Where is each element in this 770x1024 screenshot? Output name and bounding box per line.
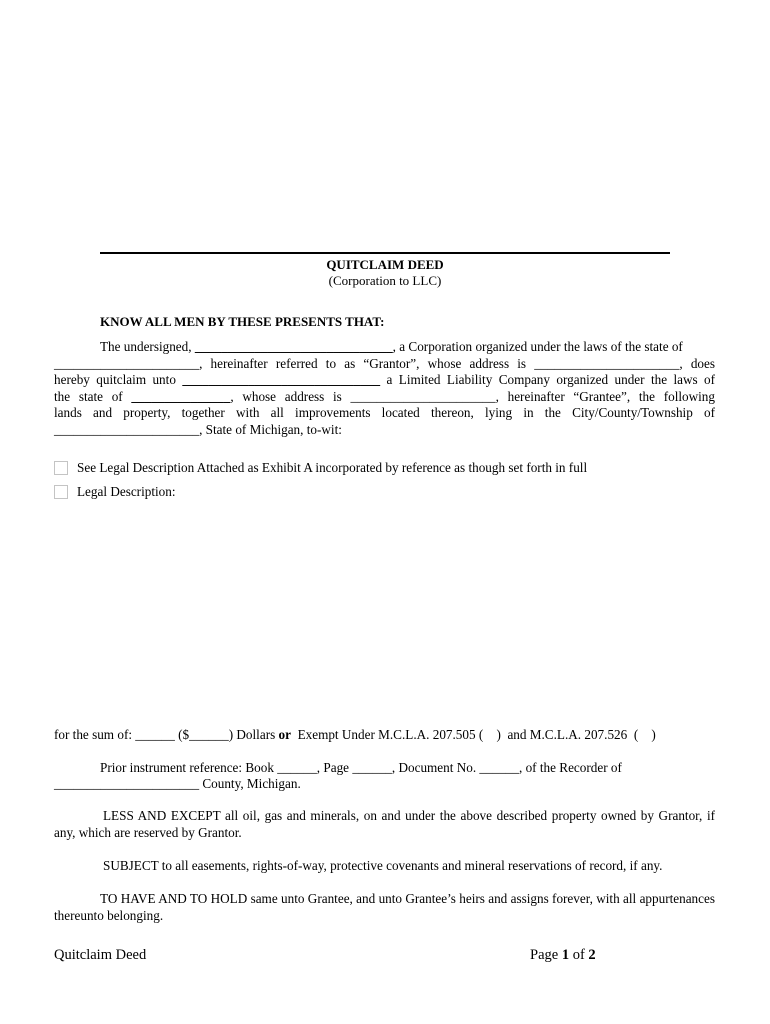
exhibit-a-checkbox[interactable] bbox=[54, 461, 68, 475]
body-text: a Limited Liability Company organized under the laws of bbox=[380, 372, 715, 388]
current-page: 1 bbox=[561, 947, 570, 963]
title-rule bbox=[100, 252, 670, 254]
body-text: the state of bbox=[54, 388, 132, 404]
exemption-text: Exempt Under M.C.L.A. 207.505 ( ) and M.C.L.A. 207.526 ( ) bbox=[290, 727, 656, 742]
body-text: The undersigned, bbox=[100, 339, 195, 354]
legal-description-checkbox[interactable] bbox=[54, 485, 68, 499]
legal-description-label: Legal Description: bbox=[77, 484, 176, 499]
sum-or: or bbox=[278, 727, 291, 742]
page-label: Page bbox=[530, 947, 562, 963]
legal-description-option[interactable] bbox=[54, 484, 176, 500]
footer-page-number bbox=[530, 947, 596, 964]
grantee-state-blank: _______________ bbox=[131, 388, 231, 404]
footer-document-name: Quitclaim Deed bbox=[54, 947, 147, 963]
body-line-6: ______________________, State of Michigan, to-wit: bbox=[54, 421, 342, 437]
of-label: of bbox=[569, 947, 589, 963]
prior-instrument-line-2: ______________________ County, Michigan. bbox=[54, 776, 301, 791]
exhibit-a-option[interactable] bbox=[54, 460, 587, 476]
body-text: , whose address is ______________________, hereinafter “Grantee”, the following bbox=[230, 388, 715, 404]
sum-text: for the sum of: ______ ($______) Dollars bbox=[54, 727, 279, 742]
grantor-name-blank: ______________________________ bbox=[194, 339, 393, 354]
document-title: QUITCLAIM DEED bbox=[326, 257, 444, 272]
body-line-2: ______________________, hereinafter referred to as “Grantor”, whose address is ______________________, does bbox=[54, 355, 715, 371]
subject-clause: SUBJECT to all easements, rights-of-way, protective covenants and mineral reservations of record, if any. bbox=[103, 858, 663, 873]
body-line-1 bbox=[54, 339, 715, 356]
body-text: hereby quitclaim unto bbox=[54, 372, 183, 388]
exhibit-a-label: See Legal Description Attached as Exhibit A incorporated by reference as though set forth in full bbox=[77, 460, 588, 475]
conveyance-paragraph bbox=[54, 339, 715, 439]
body-line-4 bbox=[54, 389, 715, 406]
body-line-3 bbox=[54, 372, 715, 389]
habendum-clause: TO HAVE AND TO HOLD same unto Grantee, and unto Grantee’s heirs and assigns forever, with all appurtenances thereunto belonging. bbox=[54, 891, 715, 923]
less-and-except-clause: LESS AND EXCEPT all oil, gas and minerals, on and under the above described property owned by Grantor, if any, which are reserved by Grantor. bbox=[54, 808, 715, 840]
total-pages: 2 bbox=[588, 947, 596, 963]
document-subtitle: (Corporation to LLC) bbox=[328, 273, 442, 288]
preamble-heading: KNOW ALL MEN BY THESE PRESENTS THAT: bbox=[100, 314, 385, 329]
prior-instrument-line-1: Prior instrument reference: Book ______, Page ______, Document No. ______, of the Recorder of bbox=[100, 760, 622, 775]
body-text: , a Corporation organized under the laws of the state of bbox=[392, 339, 683, 354]
grantee-name-blank: ______________________________ bbox=[182, 372, 381, 388]
body-line-5: lands and property, together with all improvements located thereon, lying in the City/County/Township of bbox=[54, 405, 715, 421]
consideration-line bbox=[54, 727, 656, 743]
